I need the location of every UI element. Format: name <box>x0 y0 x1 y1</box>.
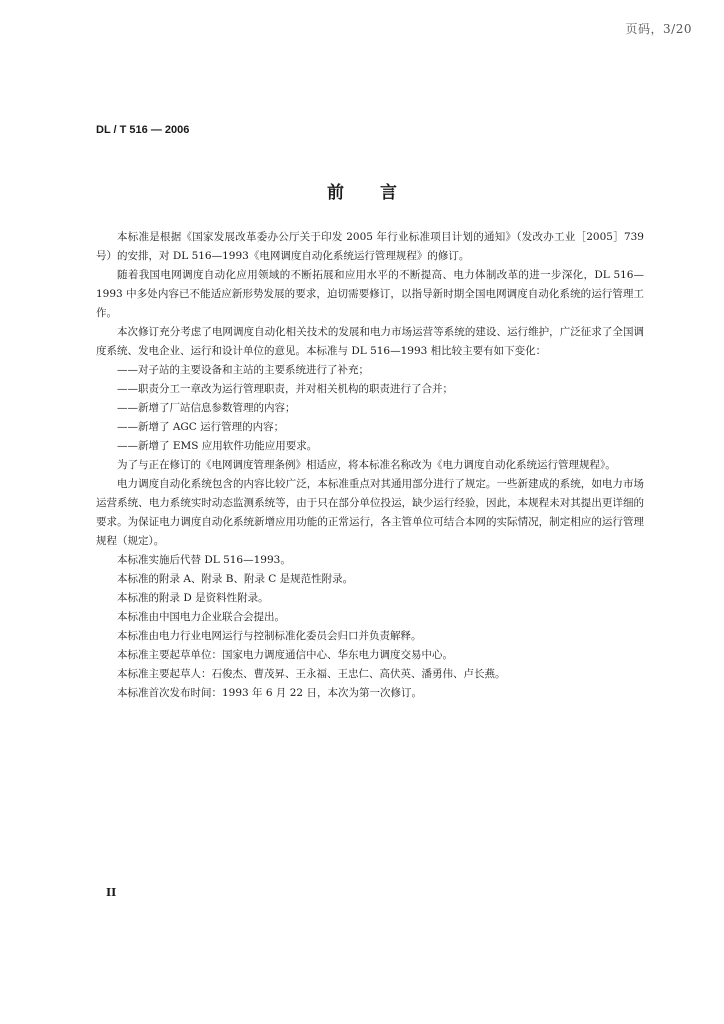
paragraph: 本标准的附录 D 是资料性附录。 <box>117 592 269 604</box>
paragraph: 本标准由中国电力企业联合会提出。 <box>117 611 285 623</box>
page-counter: 页码，3/20 <box>625 22 692 36</box>
standard-code: DL / T 516 — 2006 <box>96 124 190 136</box>
paragraph: 本标准主要起草人：石俊杰、曹茂昇、王永福、王忠仁、高伏英、潘勇伟、卢长燕。 <box>117 668 506 680</box>
change-list-item: ——新增了 AGC 运行管理的内容； <box>117 421 285 433</box>
page-number: II <box>106 886 117 899</box>
paragraph: 本标准由电力行业电网运行与控制标准化委员会归口并负责解释。 <box>117 630 422 642</box>
paragraph: 本标准实施后代替 DL 516—1993。 <box>117 554 291 566</box>
change-list-item: ——职责分工一章改为运行管理职责，并对相关机构的职责进行了合并； <box>117 383 453 395</box>
change-list-item: ——新增了 EMS 应用软件功能应用要求。 <box>117 440 318 452</box>
paragraph: 本标准的附录 A、附录 B、附录 C 是规范性附录。 <box>117 573 354 585</box>
page-title: 前言 <box>327 183 433 203</box>
paragraph: 本标准首次发布时间：1993 年 6 月 22 日，本次为第一次修订。 <box>117 687 422 699</box>
paragraph: 本标准是根据《国家发展改革委办公厅关于印发 2005 年行业标准项目计划的通知》（发改办工业［2005］739 号）的安排，对 DL 516—1993《电网调度自动化系统运行管理规程》的修订。 <box>96 231 644 262</box>
change-list-item: ——对子站的主要设备和主站的主要系统进行了补充； <box>117 364 369 376</box>
paragraph: 本次修订充分考虑了电网调度自动化相关技术的发展和电力市场运营等系统的建设、运行维护，广泛征求了全国调度系统、发电企业、运行和设计单位的意见。本标准与 DL 516—1993 相比较主要有如下变化： <box>96 326 644 357</box>
paragraph: 本标准主要起草单位：国家电力调度通信中心、华东电力调度交易中心。 <box>117 649 453 661</box>
paragraph: 为了与正在修订的《电网调度管理条例》相适应，将本标准名称改为《电力调度自动化系统运行管理规程》。 <box>117 459 616 471</box>
paragraph: 随着我国电网调度自动化应用领域的不断拓展和应用水平的不断提高、电力体制改革的进一步深化，DL 516—1993 中多处内容已不能适应新形势发展的要求，迫切需要修订，以指导新时期全国电网调度自动化系统的运行管理工作。 <box>96 269 644 319</box>
document-body <box>96 228 644 703</box>
paragraph: 电力调度自动化系统包含的内容比较广泛，本标准重点对其通用部分进行了规定。一些新建成的系统，如电力市场运营系统、电力系统实时动态监测系统等，由于只在部分单位投运，缺少运行经验，因此，本规程未对其提出更详细的要求。为保证电力调度自动化系统新增应用功能的正常运行，各主管单位可结合本网的实际情况，制定相应的运行管理规程（规定）。 <box>96 478 644 547</box>
change-list-item: ——新增了厂站信息参数管理的内容； <box>117 402 296 414</box>
